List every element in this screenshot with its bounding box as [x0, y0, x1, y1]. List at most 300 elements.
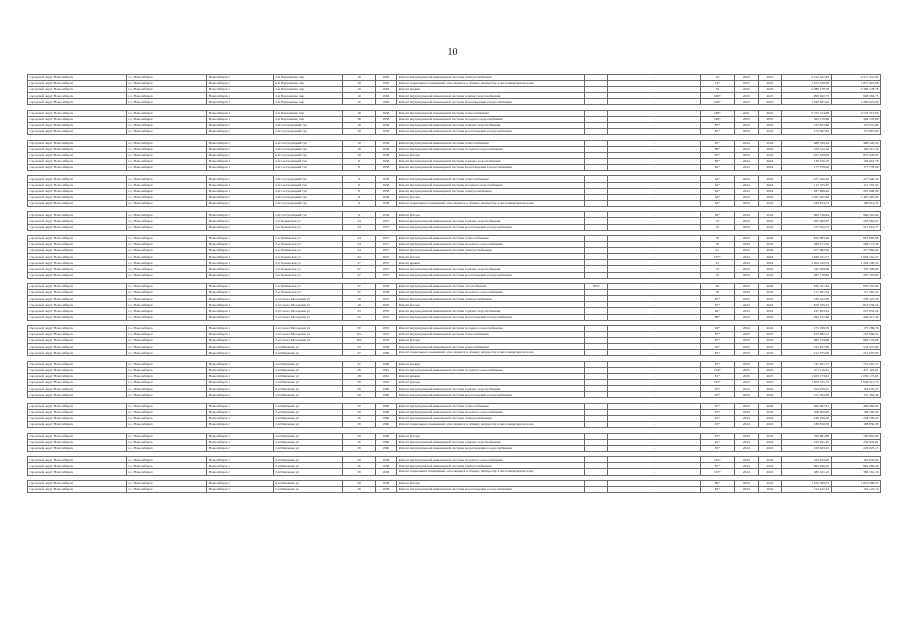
- house-cell: 30: [343, 480, 375, 486]
- start-year-cell: 2024: [735, 242, 759, 248]
- dash-cell: -: [608, 254, 700, 260]
- cost-total-cell: 268 171,30: [831, 242, 880, 248]
- house-cell: 24: [343, 248, 375, 254]
- work-type-cell: Ремонт фасада: [397, 194, 585, 200]
- city-cell: г.о. Новосибирск: [126, 224, 206, 230]
- dash-cell: -: [608, 266, 700, 272]
- end-year-cell: 2024: [758, 236, 782, 242]
- year-cell: 1958: [375, 140, 396, 146]
- end-year-cell: 2025: [758, 344, 782, 350]
- cost-total-cell: 151 364,39: [831, 392, 880, 398]
- city-cell: г.о. Новосибирск: [126, 409, 206, 415]
- end-year-cell: 2025: [758, 332, 782, 338]
- number-cell: 89*: [700, 314, 734, 320]
- dash-cell: -: [608, 344, 700, 350]
- city-cell: г.о. Новосибирск: [126, 463, 206, 469]
- district-cell: городской округ Новосибирск: [28, 374, 127, 380]
- cost-total-cell: 227 653,24: [831, 308, 880, 314]
- work-type-cell: Ремонт внутридомовой инженерной системы электроснабжения: [397, 463, 585, 469]
- work-type-cell: Ремонт подвальных помещений, относящихся к общему имуществу в многоквартирном доме: [397, 469, 585, 475]
- start-year-cell: 2022: [735, 87, 759, 93]
- dash-cell: -: [608, 116, 700, 122]
- cost-total-cell: 1 467 497,83: [831, 194, 880, 200]
- settlement-cell: Новосибирск г: [207, 224, 274, 230]
- settlement-cell: Новосибирск г: [207, 152, 274, 158]
- street-cell: 2-я Шевченко ул: [273, 344, 343, 350]
- end-year-cell: 2024: [758, 487, 782, 493]
- number-cell: 160*: [700, 116, 734, 122]
- cost-cell: 1 659 173,63: [782, 374, 831, 380]
- number-cell: 87*: [700, 332, 734, 338]
- year-cell: 1963: [375, 81, 396, 87]
- settlement-cell: Новосибирск г: [207, 433, 274, 439]
- city-cell: г.о. Новосибирск: [126, 361, 206, 367]
- house-cell: 10: [343, 129, 375, 135]
- cost-total-cell: 972 520,95: [831, 152, 880, 158]
- table-row: [28, 487, 881, 493]
- cost-cell: 199 614,72: [782, 200, 831, 206]
- house-cell: 28: [343, 367, 375, 373]
- city-cell: г.о. Новосибирск: [126, 110, 206, 116]
- number-cell: 59: [700, 87, 734, 93]
- dash-cell: -: [608, 272, 700, 278]
- start-year-cell: 2024: [735, 146, 759, 152]
- work-type-cell: Ремонт внутридомовой инженерной системы электроснабжения: [397, 296, 585, 302]
- street-cell: 2-й Сестрорецкий туп: [273, 129, 343, 135]
- settlement-cell: Новосибирск г: [207, 350, 274, 356]
- year-cell: 1958: [375, 480, 396, 486]
- settlement-cell: Новосибирск г: [207, 374, 274, 380]
- street-cell: 2-й Пархоменко пер: [273, 99, 343, 105]
- house-cell: 24: [343, 242, 375, 248]
- number-cell: 83*: [700, 350, 734, 356]
- city-cell: г.о. Новосибирск: [126, 272, 206, 278]
- work-type-cell: Ремонт внутридомовой инженерной системы горячего водоснабжения: [397, 158, 585, 164]
- cost-cell: 163 676,00: [782, 457, 831, 463]
- share-cell: 2003: [584, 284, 608, 290]
- house-cell: 30а: [343, 332, 375, 338]
- dash-cell: -: [608, 93, 700, 99]
- start-year-cell: 2025: [735, 116, 759, 122]
- house-cell: 30: [343, 409, 375, 415]
- number-cell: 52: [700, 75, 734, 81]
- city-cell: г.о. Новосибирск: [126, 212, 206, 218]
- start-year-cell: 2024: [735, 416, 759, 422]
- year-cell: 1960: [375, 350, 396, 356]
- year-cell: 1958: [375, 176, 396, 182]
- work-type-cell: Ремонт подвальных помещений, относящихся к общему имуществу в многоквартирном доме: [397, 81, 585, 87]
- city-cell: г.о. Новосибирск: [126, 332, 206, 338]
- cost-cell: 982 724,68: [782, 338, 831, 344]
- city-cell: г.о. Новосибирск: [126, 158, 206, 164]
- start-year-cell: 2024: [735, 403, 759, 409]
- house-cell: 10: [343, 75, 375, 81]
- cost-cell: 267 908,49: [782, 188, 831, 194]
- house-cell: 18: [343, 116, 375, 122]
- cost-total-cell: 267 908,49: [831, 188, 880, 194]
- street-cell: 2-я Тюменская ул: [273, 242, 343, 248]
- end-year-cell: 2024: [758, 409, 782, 415]
- city-cell: г.о. Новосибирск: [126, 129, 206, 135]
- settlement-cell: Новосибирск г: [207, 236, 274, 242]
- street-cell: 2-я Тюменская ул: [273, 236, 343, 242]
- end-year-cell: 2024: [758, 212, 782, 218]
- year-cell: 1960: [375, 422, 396, 428]
- work-type-cell: Ремонт внутридомовой инженерной системы горячего водоснабжения: [397, 386, 585, 392]
- cost-total-cell: 2 512 341,83: [831, 75, 880, 81]
- number-cell: 93*: [700, 422, 734, 428]
- house-cell: 8: [343, 158, 375, 164]
- start-year-cell: 2025: [735, 93, 759, 99]
- end-year-cell: 2025: [758, 374, 782, 380]
- dash-cell: -: [608, 140, 700, 146]
- district-cell: городской округ Новосибирск: [28, 87, 127, 93]
- cost-cell: 125 672,86: [782, 123, 831, 129]
- district-cell: городской округ Новосибирск: [28, 224, 127, 230]
- street-cell: 2-й Сестрорецкий туп: [273, 182, 343, 188]
- dash-cell: -: [608, 224, 700, 230]
- settlement-cell: Новосибирск г: [207, 457, 274, 463]
- city-cell: г.о. Новосибирск: [126, 123, 206, 129]
- dash-cell: -: [608, 350, 700, 356]
- street-cell: 2-й Сестрорецкий туп: [273, 140, 343, 146]
- year-cell: 1961: [375, 374, 396, 380]
- settlement-cell: Новосибирск г: [207, 140, 274, 146]
- cost-total-cell: 229 023,15: [831, 445, 880, 451]
- settlement-cell: Новосибирск г: [207, 129, 274, 135]
- district-cell: городской округ Новосибирск: [28, 308, 127, 314]
- street-cell: 2-й Сестрорецкий туп: [273, 194, 343, 200]
- end-year-cell: 2024: [758, 422, 782, 428]
- district-cell: городской округ Новосибирск: [28, 146, 127, 152]
- street-cell: 2-я Шевченко ул: [273, 416, 343, 422]
- start-year-cell: 2025: [735, 296, 759, 302]
- end-year-cell: 2024: [758, 445, 782, 451]
- start-year-cell: 2025: [735, 374, 759, 380]
- cost-total-cell: 3 723 313,06: [831, 110, 880, 116]
- street-cell: 2-й Пархоменко пер: [273, 93, 343, 99]
- end-year-cell: 2025: [758, 380, 782, 386]
- street-cell: 2-я Шевченко ул: [273, 457, 343, 463]
- year-cell: 1956: [375, 344, 396, 350]
- cost-cell: 364 170,86: [782, 116, 831, 122]
- district-cell: городской округ Новосибирск: [28, 236, 127, 242]
- start-year-cell: 2025: [735, 380, 759, 386]
- street-cell: 2-й Пархоменко пер: [273, 87, 343, 93]
- year-cell: 1955: [375, 338, 396, 344]
- district-cell: городской округ Новосибирск: [28, 350, 127, 356]
- cost-total-cell: 471 116,61: [831, 367, 880, 373]
- settlement-cell: Новосибирск г: [207, 463, 274, 469]
- dash-cell: -: [608, 314, 700, 320]
- start-year-cell: 2024: [735, 188, 759, 194]
- number-cell: 93*: [700, 409, 734, 415]
- house-cell: 30: [343, 463, 375, 469]
- district-cell: городской округ Новосибирск: [28, 266, 127, 272]
- work-type-cell: Ремонт крыши: [397, 361, 585, 367]
- work-type-cell: Ремонт внутридомовой инженерной системы теплоснабжения: [397, 176, 585, 182]
- work-type-cell: Ремонт внутридомовой инженерной системы водоотведения и водоснабжения: [397, 445, 585, 451]
- work-type-cell: Ремонт внутридомовой инженерной системы холодного водоснабжения: [397, 326, 585, 332]
- district-cell: городской округ Новосибирск: [28, 487, 127, 493]
- cost-cell: 816 559,52: [782, 302, 831, 308]
- year-cell: 1960: [375, 409, 396, 415]
- settlement-cell: Новосибирск г: [207, 392, 274, 398]
- cost-total-cell: 112 355,65: [831, 182, 880, 188]
- cost-total-cell: 287 718,82: [831, 272, 880, 278]
- cost-total-cell: 488 529,34: [831, 140, 880, 146]
- settlement-cell: Новосибирск г: [207, 422, 274, 428]
- start-year-cell: 2024: [735, 386, 759, 392]
- number-cell: 64*: [700, 200, 734, 206]
- dash-cell: -: [608, 236, 700, 242]
- dash-cell: -: [608, 212, 700, 218]
- city-cell: г.о. Новосибирск: [126, 254, 206, 260]
- street-cell: 2-я Шевченко ул: [273, 374, 343, 380]
- cost-cell: 1 871 416,98: [782, 81, 831, 87]
- dash-cell: -: [608, 165, 700, 171]
- start-year-cell: 2024: [735, 439, 759, 445]
- city-cell: г.о. Новосибирск: [126, 386, 206, 392]
- start-year-cell: 2024: [735, 445, 759, 451]
- district-cell: городской округ Новосибирск: [28, 165, 127, 171]
- end-year-cell: 2025: [758, 302, 782, 308]
- city-cell: г.о. Новосибирск: [126, 314, 206, 320]
- cost-total-cell: 177 778,00: [831, 165, 880, 171]
- house-cell: 18: [343, 110, 375, 116]
- city-cell: г.о. Новосибирск: [126, 75, 206, 81]
- start-year-cell: 2025: [735, 344, 759, 350]
- work-type-cell: Ремонт фасада: [397, 338, 585, 344]
- cost-total-cell: 238 799,50: [831, 416, 880, 422]
- district-cell: городской округ Новосибирск: [28, 361, 127, 367]
- year-cell: 1958: [375, 284, 396, 290]
- work-type-cell: Ремонт внутридомовой инженерной системы водоотведения и водоснабжения: [397, 272, 585, 278]
- settlement-cell: Новосибирск г: [207, 344, 274, 350]
- start-year-cell: 2024: [735, 236, 759, 242]
- cost-cell: 386 161,16: [782, 469, 831, 475]
- dash-cell: -: [608, 99, 700, 105]
- dash-cell: -: [608, 409, 700, 415]
- district-cell: городской округ Новосибирск: [28, 367, 127, 373]
- cost-cell: 238 799,50: [782, 416, 831, 422]
- street-cell: 2-я Шевченко ул: [273, 487, 343, 493]
- house-cell: 25: [343, 314, 375, 320]
- settlement-cell: Новосибирск г: [207, 254, 274, 260]
- cost-cell: 227 653,24: [782, 308, 831, 314]
- cost-total-cell: 125 672,86: [831, 123, 880, 129]
- district-cell: городской округ Новосибирск: [28, 284, 127, 290]
- house-cell: 30: [343, 439, 375, 445]
- work-type-cell: Ремонт крыши: [397, 87, 585, 93]
- house-cell: 24: [343, 218, 375, 224]
- work-type-cell: Ремонт фасада: [397, 302, 585, 308]
- street-cell: 2-я Союза Молодежи ул: [273, 338, 343, 344]
- street-cell: 2-я Союза Молодежи ул: [273, 308, 343, 314]
- district-cell: городской округ Новосибирск: [28, 81, 127, 87]
- settlement-cell: Новосибирск г: [207, 200, 274, 206]
- cost-cell: 1 564 190,54: [782, 260, 831, 266]
- house-cell: 8: [343, 200, 375, 206]
- dash-cell: -: [608, 146, 700, 152]
- number-cell: 85*: [700, 123, 734, 129]
- settlement-cell: Новосибирск г: [207, 469, 274, 475]
- settlement-cell: Новосибирск г: [207, 165, 274, 171]
- dash-cell: -: [608, 392, 700, 398]
- house-cell: 24: [343, 254, 375, 260]
- city-cell: г.о. Новосибирск: [126, 290, 206, 296]
- house-cell: 24: [343, 224, 375, 230]
- cost-total-cell: 1 816 399,53: [831, 480, 880, 486]
- street-cell: 2-й Сестрорецкий туп: [273, 188, 343, 194]
- district-cell: городской округ Новосибирск: [28, 123, 127, 129]
- year-cell: 1958: [375, 188, 396, 194]
- year-cell: 1963: [375, 93, 396, 99]
- cost-total-cell: 109 312,19: [831, 146, 880, 152]
- district-cell: городской округ Новосибирск: [28, 212, 127, 218]
- house-cell: 10: [343, 146, 375, 152]
- work-type-cell: Ремонт фасада: [397, 380, 585, 386]
- start-year-cell: 2024: [735, 422, 759, 428]
- number-cell: 86*: [700, 146, 734, 152]
- cost-total-cell: 1 564 190,54: [831, 260, 880, 266]
- number-cell: 93*: [700, 392, 734, 398]
- end-year-cell: 2024: [758, 152, 782, 158]
- work-type-cell: Ремонт внутридомовой инженерной системы холодного водоснабжения: [397, 457, 585, 463]
- number-cell: 81*: [700, 374, 734, 380]
- end-year-cell: 2025: [758, 93, 782, 99]
- city-cell: г.о. Новосибирск: [126, 176, 206, 182]
- number-cell: 64*: [700, 176, 734, 182]
- end-year-cell: 2023: [758, 87, 782, 93]
- dash-cell: -: [608, 439, 700, 445]
- house-cell: 10: [343, 81, 375, 87]
- dash-cell: -: [608, 129, 700, 135]
- dash-cell: -: [608, 457, 700, 463]
- cost-cell: 477 020,32: [782, 176, 831, 182]
- dash-cell: -: [608, 75, 700, 81]
- start-year-cell: 2024: [735, 433, 759, 439]
- cost-total-cell: 1 009 315,75: [831, 380, 880, 386]
- street-cell: 2-я Шевченко ул: [273, 433, 343, 439]
- number-cell: 186*: [700, 110, 734, 116]
- city-cell: г.о. Новосибирск: [126, 308, 206, 314]
- district-cell: городской округ Новосибирск: [28, 445, 127, 451]
- district-cell: городской округ Новосибирск: [28, 99, 127, 105]
- work-type-cell: Ремонт внутридомовой инженерной системы горячего водоснабжения: [397, 123, 585, 129]
- street-cell: 2-й Сестрорецкий туп: [273, 146, 343, 152]
- cost-total-cell: 154 122,14: [831, 487, 880, 493]
- district-cell: городской округ Новосибирск: [28, 218, 127, 224]
- year-cell: 1958: [375, 200, 396, 206]
- city-cell: г.о. Новосибирск: [126, 284, 206, 290]
- district-cell: городской округ Новосибирск: [28, 296, 127, 302]
- street-cell: 2-й Пархоменко пер: [273, 81, 343, 87]
- end-year-cell: 2024: [758, 165, 782, 171]
- start-year-cell: 2024: [735, 129, 759, 135]
- district-cell: городской округ Новосибирск: [28, 416, 127, 422]
- city-cell: г.о. Новосибирск: [126, 81, 206, 87]
- number-cell: 86*: [700, 158, 734, 164]
- dash-cell: -: [608, 182, 700, 188]
- cost-total-cell: 364 170,86: [831, 116, 880, 122]
- street-cell: 2-й Сестрорецкий туп: [273, 212, 343, 218]
- work-type-cell: Ремонт внутридомовой инженерной системы холодного водоснабжения: [397, 116, 585, 122]
- cost-total-cell: 139 016,76: [831, 158, 880, 164]
- cost-total-cell: 830 161,84: [831, 284, 880, 290]
- cost-total-cell: 108 200,00: [831, 409, 880, 415]
- district-cell: городской округ Новосибирск: [28, 194, 127, 200]
- end-year-cell: 2024: [758, 314, 782, 320]
- district-cell: городской округ Новосибирск: [28, 392, 127, 398]
- street-cell: 2-я Тюменская ул: [273, 218, 343, 224]
- year-cell: 1955: [375, 308, 396, 314]
- end-year-cell: 2024: [758, 200, 782, 206]
- end-year-cell: 2025: [758, 350, 782, 356]
- work-type-cell: Ремонт внутридомовой инженерной системы теплоснабжения: [397, 236, 585, 242]
- start-year-cell: 2024: [735, 165, 759, 171]
- end-year-cell: 2024: [758, 140, 782, 146]
- year-cell: 1960: [375, 392, 396, 398]
- number-cell: 61: [700, 248, 734, 254]
- settlement-cell: Новосибирск г: [207, 110, 274, 116]
- district-cell: городской округ Новосибирск: [28, 463, 127, 469]
- start-year-cell: 2024: [735, 314, 759, 320]
- dash-cell: -: [608, 416, 700, 422]
- year-cell: 1960: [375, 433, 396, 439]
- end-year-cell: 2024: [758, 392, 782, 398]
- end-year-cell: 2024: [758, 242, 782, 248]
- street-cell: 2-я Шевченко ул: [273, 469, 343, 475]
- year-cell: 1957: [375, 260, 396, 266]
- year-cell: 1957: [375, 218, 396, 224]
- city-cell: г.о. Новосибирск: [126, 165, 206, 171]
- dash-cell: -: [608, 290, 700, 296]
- street-cell: 2-я Шевченко ул: [273, 439, 343, 445]
- street-cell: 2-я Тюменская ул: [273, 260, 343, 266]
- city-cell: г.о. Новосибирск: [126, 433, 206, 439]
- number-cell: 103*: [700, 380, 734, 386]
- street-cell: 2-я Тюменская ул: [273, 290, 343, 296]
- number-cell: 84*: [700, 165, 734, 171]
- number-cell: 85*: [700, 463, 734, 469]
- district-cell: городской округ Новосибирск: [28, 403, 127, 409]
- cost-total-cell: 212 675,00: [831, 350, 880, 356]
- house-cell: 30: [343, 326, 375, 332]
- end-year-cell: 2025: [758, 110, 782, 116]
- city-cell: г.о. Новосибирск: [126, 236, 206, 242]
- cost-cell: 294 317,40: [782, 314, 831, 320]
- start-year-cell: 2024: [735, 218, 759, 224]
- end-year-cell: 2025: [758, 81, 782, 87]
- number-cell: 94*: [700, 326, 734, 332]
- cost-total-cell: 1 659 173,63: [831, 374, 880, 380]
- dash-cell: -: [608, 81, 700, 87]
- house-cell: 37: [343, 266, 375, 272]
- settlement-cell: Новосибирск г: [207, 188, 274, 194]
- work-type-cell: Ремонт внутридомовой инженерной системы водоотведения и водоснабжения: [397, 224, 585, 230]
- settlement-cell: Новосибирск г: [207, 81, 274, 87]
- number-cell: 70: [700, 218, 734, 224]
- cost-cell: 1 467 497,83: [782, 194, 831, 200]
- city-cell: г.о. Новосибирск: [126, 99, 206, 105]
- work-type-cell: Ремонт фасада: [397, 212, 585, 218]
- work-type-cell: Ремонт внутридомовой инженерной системы холодного водоснабжения: [397, 242, 585, 248]
- street-cell: 2-я Тюменская ул: [273, 272, 343, 278]
- number-cell: 60: [700, 284, 734, 290]
- street-cell: 2-я Союза Молодежи ул: [273, 326, 343, 332]
- work-type-cell: Ремонт внутридомовой инженерной системы электроснабжения: [397, 75, 585, 81]
